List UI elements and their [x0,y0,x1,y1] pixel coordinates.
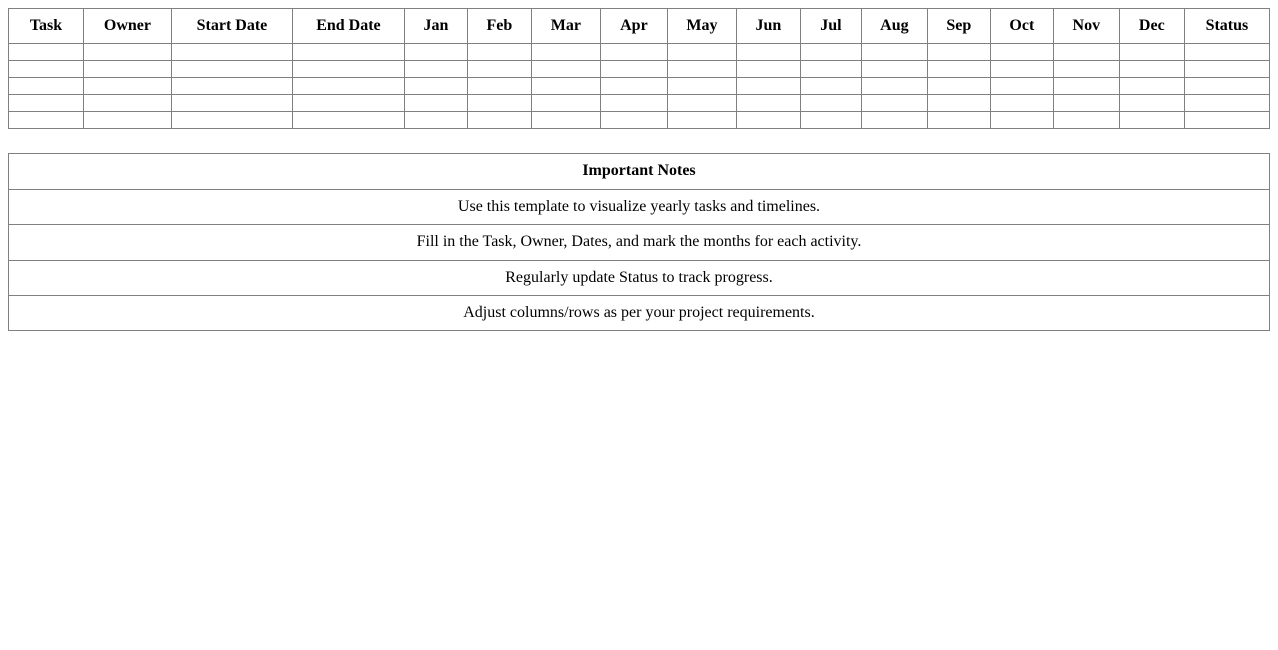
gantt-empty-cell [927,61,990,78]
gantt-empty-cell [736,61,800,78]
gantt-empty-row [9,95,1270,112]
note-row [9,260,1270,295]
gantt-empty-cell [600,78,667,95]
gantt-empty-cell [83,44,171,61]
gantt-empty-cell [861,112,927,129]
gantt-empty-cell [292,78,404,95]
gantt-column-header-mar: Mar [531,9,600,44]
gantt-empty-cell [9,112,84,129]
gantt-empty-cell [990,78,1053,95]
gantt-empty-cell [171,44,292,61]
gantt-empty-cell [292,95,404,112]
notes-header-row [9,154,1270,189]
gantt-empty-row [9,44,1270,61]
note-row [9,295,1270,330]
note-text: Use this template to visualize yearly tasks and timelines. [9,189,1270,224]
gantt-empty-cell [531,95,600,112]
gantt-empty-cell [800,78,861,95]
note-row [9,189,1270,224]
gantt-column-header-nov: Nov [1053,9,1119,44]
gantt-empty-cell [800,61,861,78]
gantt-empty-cell [531,44,600,61]
gantt-empty-cell [171,61,292,78]
gantt-empty-cell [800,44,861,61]
gantt-empty-cell [83,61,171,78]
gantt-empty-cell [1119,112,1184,129]
gantt-empty-cell [404,78,467,95]
note-text: Fill in the Task, Owner, Dates, and mark the months for each activity. [9,225,1270,260]
gantt-empty-cell [9,61,84,78]
gantt-empty-row [9,78,1270,95]
note-text: Regularly update Status to track progress. [9,260,1270,295]
gantt-header-row [9,9,1270,44]
gantt-empty-cell [667,61,736,78]
gantt-empty-cell [927,44,990,61]
gantt-empty-cell [9,78,84,95]
gantt-empty-cell [861,95,927,112]
gantt-column-header-apr: Apr [600,9,667,44]
gantt-column-header-dec: Dec [1119,9,1184,44]
gantt-empty-cell [861,61,927,78]
gantt-empty-cell [1184,61,1269,78]
notes-title: Important Notes [9,154,1270,189]
gantt-empty-cell [800,95,861,112]
gantt-empty-cell [990,44,1053,61]
gantt-empty-cell [531,61,600,78]
gantt-empty-cell [9,95,84,112]
note-row [9,225,1270,260]
gantt-empty-cell [990,95,1053,112]
gantt-empty-cell [531,78,600,95]
gantt-empty-cell [736,112,800,129]
gantt-empty-cell [404,44,467,61]
gantt-empty-cell [467,78,531,95]
gantt-empty-cell [171,78,292,95]
gantt-column-header-sep: Sep [927,9,990,44]
gantt-column-header-status: Status [1184,9,1269,44]
gantt-empty-cell [927,112,990,129]
gantt-empty-cell [292,44,404,61]
important-notes-table [8,153,1270,331]
gantt-empty-cell [736,78,800,95]
gantt-empty-cell [990,61,1053,78]
gantt-empty-cell [404,61,467,78]
gantt-template-table [8,8,1270,129]
gantt-empty-cell [600,44,667,61]
gantt-empty-row [9,61,1270,78]
gantt-empty-cell [600,112,667,129]
gantt-empty-cell [171,95,292,112]
gantt-empty-cell [467,61,531,78]
gantt-empty-cell [736,95,800,112]
gantt-empty-cell [467,44,531,61]
gantt-empty-cell [800,112,861,129]
gantt-column-header-end-date: End Date [292,9,404,44]
gantt-empty-cell [292,112,404,129]
gantt-column-header-jun: Jun [736,9,800,44]
gantt-empty-cell [1119,61,1184,78]
gantt-empty-cell [404,95,467,112]
gantt-empty-cell [1053,112,1119,129]
gantt-empty-cell [1053,78,1119,95]
gantt-empty-cell [1184,44,1269,61]
gantt-empty-row [9,112,1270,129]
gantt-empty-cell [467,112,531,129]
gantt-empty-cell [600,61,667,78]
gantt-empty-cell [1119,78,1184,95]
gantt-empty-cell [1119,44,1184,61]
gantt-empty-cell [927,95,990,112]
gantt-empty-cell [1053,44,1119,61]
gantt-empty-cell [600,95,667,112]
gantt-empty-cell [667,112,736,129]
gantt-empty-cell [171,112,292,129]
gantt-empty-cell [404,112,467,129]
gantt-column-header-start-date: Start Date [171,9,292,44]
gantt-empty-cell [1184,112,1269,129]
gantt-empty-cell [292,61,404,78]
gantt-column-header-jan: Jan [404,9,467,44]
gantt-column-header-owner: Owner [83,9,171,44]
gantt-empty-cell [667,78,736,95]
gantt-empty-cell [861,44,927,61]
gantt-column-header-may: May [667,9,736,44]
gantt-empty-cell [1184,78,1269,95]
gantt-empty-cell [83,95,171,112]
gantt-column-header-oct: Oct [990,9,1053,44]
gantt-empty-cell [531,112,600,129]
gantt-empty-cell [83,78,171,95]
gantt-column-header-feb: Feb [467,9,531,44]
gantt-empty-cell [1184,95,1269,112]
gantt-column-header-jul: Jul [800,9,861,44]
gantt-empty-cell [1119,95,1184,112]
gantt-empty-cell [736,44,800,61]
gantt-column-header-task: Task [9,9,84,44]
gantt-empty-cell [861,78,927,95]
gantt-column-header-aug: Aug [861,9,927,44]
note-text: Adjust columns/rows as per your project requirements. [9,295,1270,330]
gantt-empty-cell [990,112,1053,129]
gantt-empty-cell [927,78,990,95]
gantt-empty-cell [1053,61,1119,78]
gantt-empty-cell [667,44,736,61]
gantt-empty-cell [83,112,171,129]
gantt-empty-cell [9,44,84,61]
gantt-empty-cell [667,95,736,112]
gantt-empty-cell [1053,95,1119,112]
gantt-empty-cell [467,95,531,112]
